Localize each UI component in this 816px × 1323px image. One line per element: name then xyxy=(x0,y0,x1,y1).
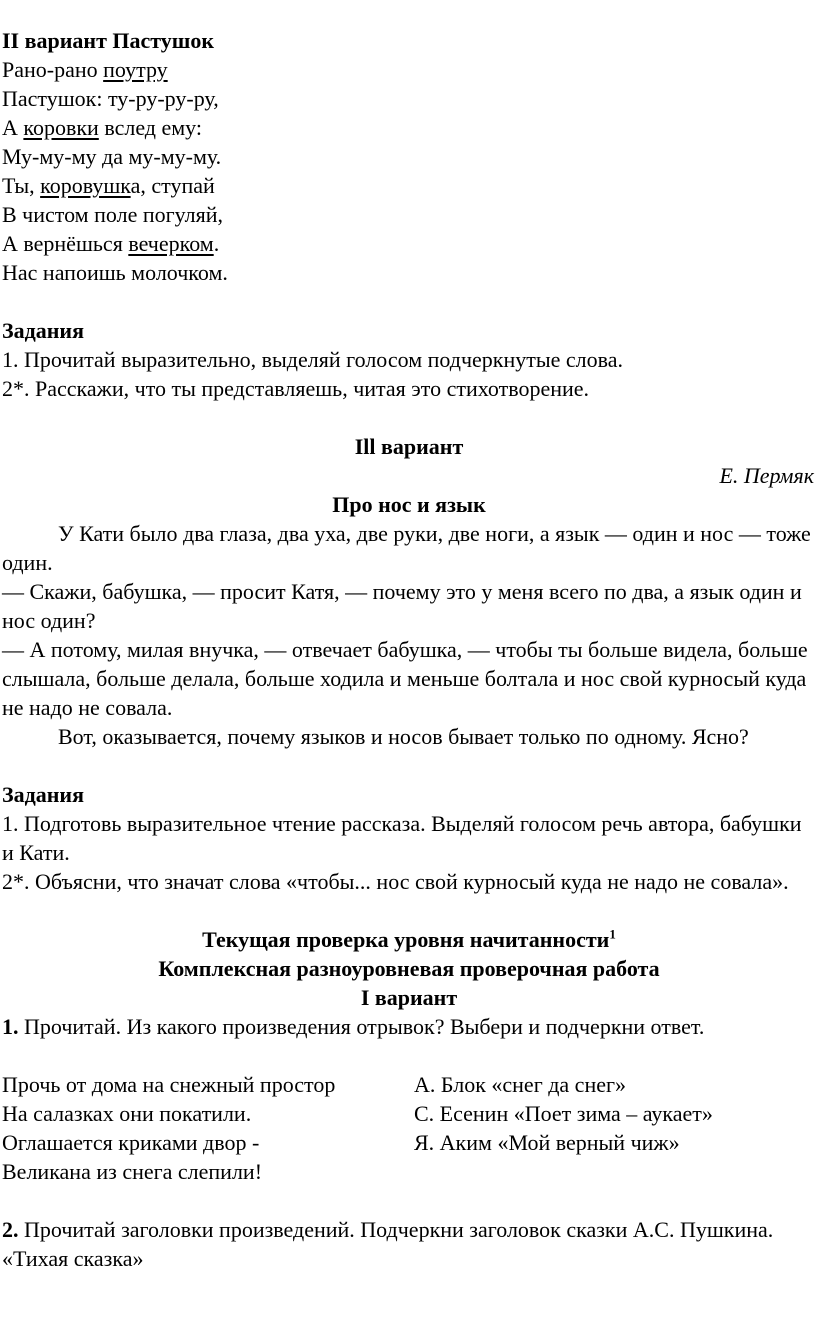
poem-line: Ты, коровушка, ступай xyxy=(2,173,215,198)
poem-line: А вернёшься вечерком. xyxy=(2,231,220,256)
story-paragraph: У Кати было два глаза, два уха, две руки, две ноги, а язык — один и нос — тоже один. xyxy=(2,521,811,575)
title-option: «Тихая сказка» xyxy=(2,1246,144,1271)
story-paragraph: — Скажи, бабушка, — просит Катя, — почему это у меня всего по два, а язык один и нос один? xyxy=(2,579,802,633)
underlined-word: коровушк xyxy=(40,173,131,198)
underlined-word: вечерком xyxy=(128,231,214,256)
story-paragraph: Вот, оказывается, почему языков и носов бывает только по одному. Ясно? xyxy=(58,724,749,749)
underlined-word: коровки xyxy=(23,115,99,140)
task-item: 2*. Расскажи, что ты представляешь, читая это стихотворение. xyxy=(2,376,590,401)
answer-row: Прочь от дома на снежный простор А. Блок «снег да снег» xyxy=(2,1072,627,1097)
answer-row: Оглашается криками двор - Я. Аким «Мой верный чиж» xyxy=(2,1130,680,1155)
task-item: 1. Прочитай выразительно, выделяй голосом подчеркнутые слова. xyxy=(2,347,624,372)
poem-line: Рано-рано поутру xyxy=(2,57,168,82)
check-subtitle: Комплексная разноуровневая проверочная работа xyxy=(158,956,660,981)
poem-line: Пастушок: ту-ру-ру-ру, xyxy=(2,86,219,111)
variant-3-heading: Ill вариант xyxy=(354,434,464,459)
variant-2-heading: II вариант Пастушок xyxy=(2,28,215,53)
poem-line: Му-му-му да му-му-му. xyxy=(2,144,222,169)
question-1: 1. Прочитай. Из какого произведения отрывок? Выбери и подчеркни ответ. xyxy=(2,1014,705,1039)
author-name: Е. Пермяк xyxy=(719,463,814,488)
variant-1-heading: I вариант xyxy=(360,985,458,1010)
task-item: 1. Подготовь выразительное чтение рассказа. Выделяй голосом речь автора, бабушки и Кати. xyxy=(2,811,802,865)
tasks-heading: Задания xyxy=(2,782,84,807)
poem-line: В чистом поле погуляй, xyxy=(2,202,224,227)
story-title: Про нос и язык xyxy=(332,492,486,517)
footnote-mark: 1 xyxy=(609,926,616,942)
poem-line: Нас напоишь молочком. xyxy=(2,260,228,285)
answer-row: На салазках они покатили. С. Есенин «Поет зима – аукает» xyxy=(2,1101,713,1126)
tasks-heading: Задания xyxy=(2,318,84,343)
underlined-word: поутру xyxy=(103,57,168,82)
story-paragraph: — А потому, милая внучка, — отвечает бабушка, — чтобы ты больше видела, больше слышала, больше делала, больше ходила и меньше болтала и нос свой курносый куда не надо не совала. xyxy=(2,637,808,720)
document-page xyxy=(0,26,816,1273)
task-item: 2*. Объясни, что значат слова «чтобы... нос свой курносый куда не надо не совала». xyxy=(2,869,789,894)
question-2: 2. Прочитай заголовки произведений. Подчеркни заголовок сказки А.С. Пушкина. xyxy=(2,1217,774,1242)
poem-line: А коровки вслед ему: xyxy=(2,115,202,140)
answer-row: Великана из снега слепили! xyxy=(2,1159,263,1184)
check-title: Текущая проверка уровня начитанности$^1$ xyxy=(202,926,616,952)
